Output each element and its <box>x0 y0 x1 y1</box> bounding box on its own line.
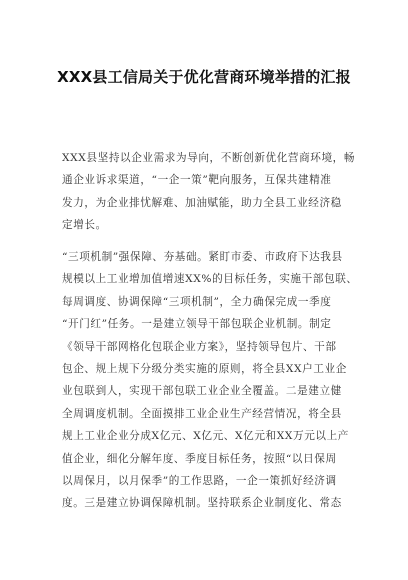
text-line: 每周调度、协调保障“三项机制”，全力确保完成一季度 <box>62 295 332 308</box>
text-line: 全周调度机制。全面摸排工业企业生产经营情况，将全县 <box>62 407 342 420</box>
text-line: “三项机制”强保障、夯基础。紧盯市委、市政府下达我县 <box>62 251 343 263</box>
text-line: 规模以上工业增加值增速XX%的目标任务，实施干部包联、 <box>62 273 358 286</box>
text-line: XXX县坚持以企业需求为导向，不断创新优化营商环境，畅 <box>62 152 356 164</box>
text-line: 以周保月，以月保季”的工作思路，一企一策抓好经济调 <box>62 475 337 488</box>
document-title: XXX县工信局关于优化营商环境举措的汇报 <box>57 68 351 86</box>
text-line: 度。三是建立协调保障机制。坚持联系企业制度化、常态 <box>62 497 342 510</box>
paragraph-intro <box>62 147 354 237</box>
text-line: 发力，为企业排忧解难、加油赋能，助力全县工业经济稳 <box>62 196 342 209</box>
text-line: 规上工业企业分成X亿元、X亿元、X亿元和XX万元以上产 <box>62 430 349 443</box>
text-line: 定增长。 <box>62 219 107 232</box>
text-line: 《领导干部网格化包联企业方案》，坚持领导包片、干部 <box>62 340 337 353</box>
text-line: 值企业，细化分解年度、季度目标任务，按照“以日保周 <box>62 452 337 465</box>
text-line: 包企、规上规下分级分类实施的原则，将全县XX户工业企 <box>62 363 347 376</box>
text-line: 通企业诉求渠道，“一企一策”靶向服务，互保共建精准 <box>62 174 332 187</box>
paragraph-three-mechanisms <box>62 246 358 515</box>
text-line: 业包联到人，实现干部包联工业企业全覆盖。二是建立健 <box>62 385 342 398</box>
text-line: “开门红”任务。一是建立领导干部包联企业机制。制定 <box>62 318 332 331</box>
